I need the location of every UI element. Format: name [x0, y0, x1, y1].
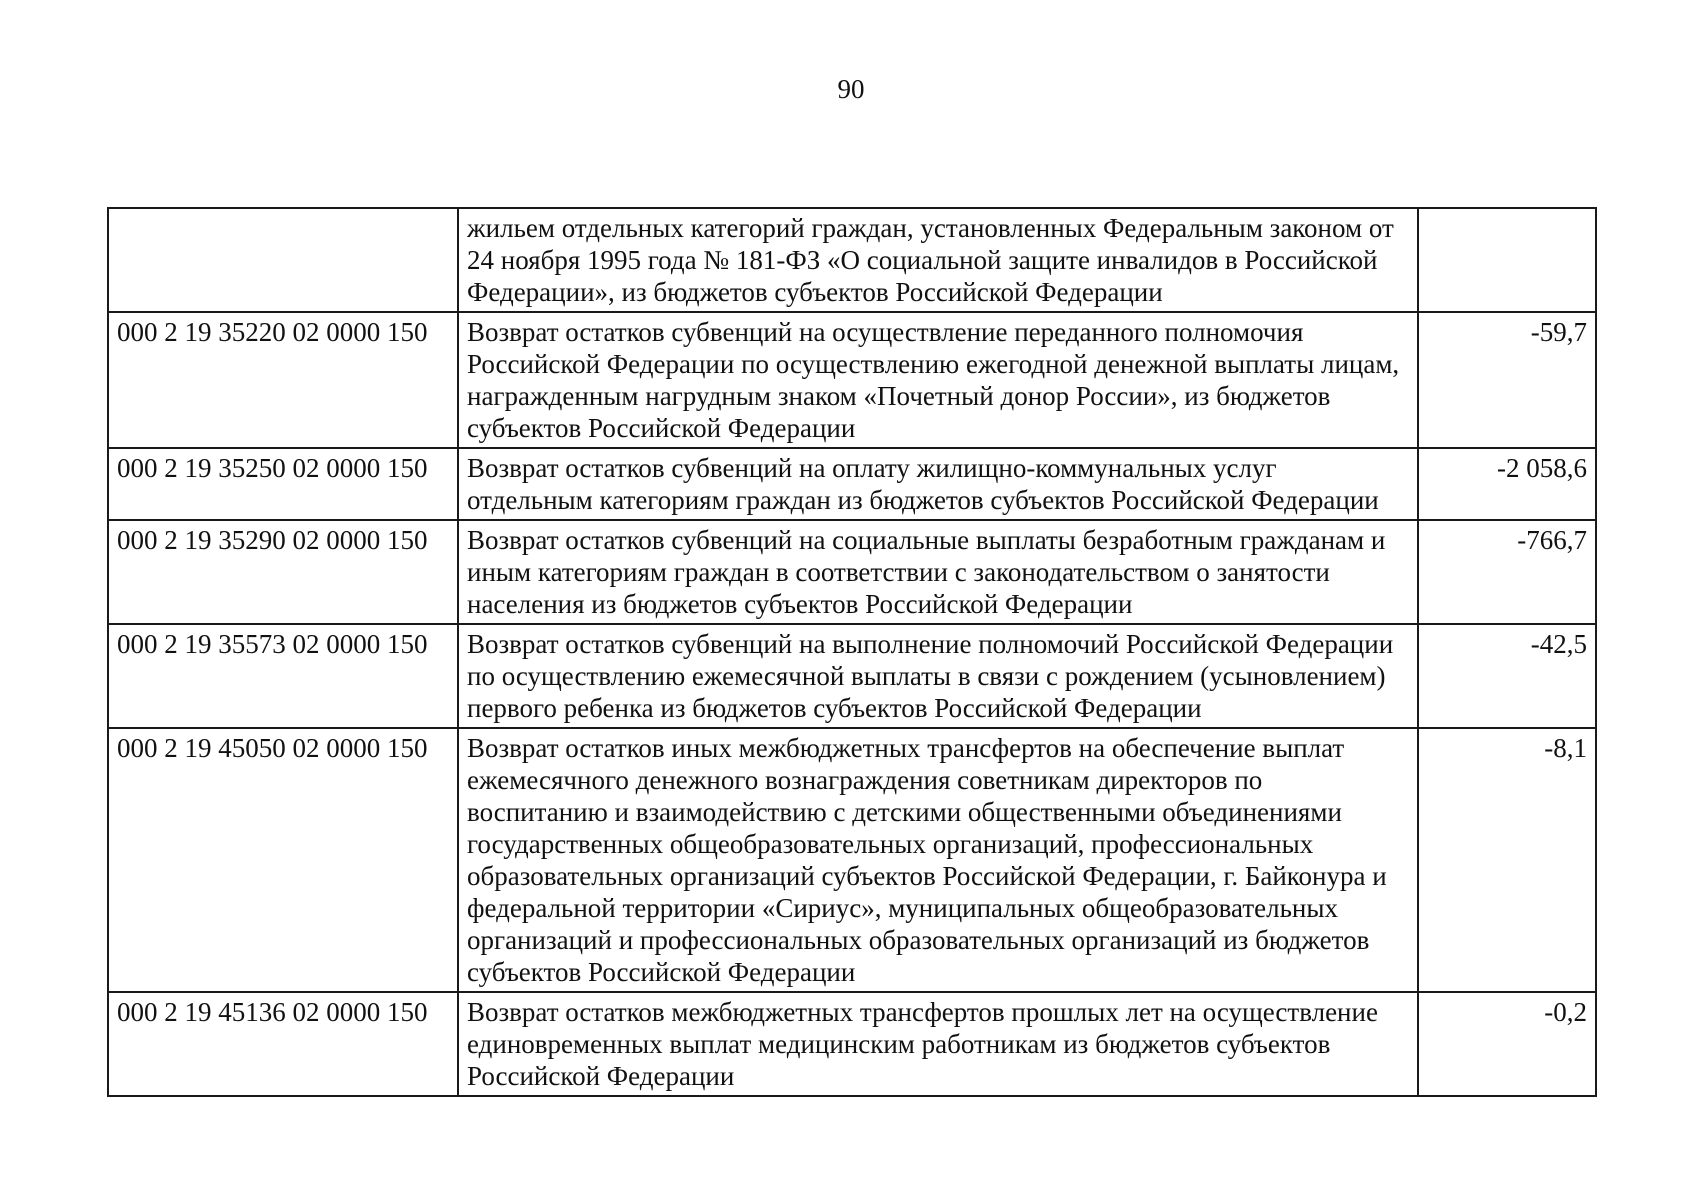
table-row [108, 208, 1596, 312]
table-row [108, 992, 1596, 1096]
budget-code-cell: 000 2 19 35220 02 0000 150 [108, 312, 458, 448]
amount-cell: -59,7 [1418, 312, 1596, 448]
table-row [108, 312, 1596, 448]
amount-cell: -42,5 [1418, 624, 1596, 728]
budget-code-cell: 000 2 19 35573 02 0000 150 [108, 624, 458, 728]
budget-table [107, 207, 1597, 1097]
description-cell: Возврат остатков субвенций на выполнение полномочий Российской Федерации по осуществлению ежемесячной выплаты в связи с рождением (усыновлением) первого ребенка из бюджетов субъектов Российской Федерации [458, 624, 1418, 728]
description-cell: Возврат остатков иных межбюджетных трансфертов на обеспечение выплат ежемесячного денежного вознаграждения советникам директоров по воспитанию и взаимодействию с детскими общественными объединениями государственных общеобразовательных организаций, профессиональных образовательных организаций субъектов Российской Федерации, г. Байконура и федеральной территории «Сириус», муниципальных общеобразовательных организаций и профессиональных образовательных организаций из бюджетов субъектов Российской Федерации [458, 728, 1418, 992]
budget-code-cell: 000 2 19 45050 02 0000 150 [108, 728, 458, 992]
description-cell: Возврат остатков межбюджетных трансфертов прошлых лет на осуществление единовременных выплат медицинским работникам из бюджетов субъектов Российской Федерации [458, 992, 1418, 1096]
budget-code-cell [108, 208, 458, 312]
amount-cell: -0,2 [1418, 992, 1596, 1096]
amount-cell: -8,1 [1418, 728, 1596, 992]
description-cell: Возврат остатков субвенций на оплату жилищно-коммунальных услуг отдельным категориям граждан из бюджетов субъектов Российской Федерации [458, 448, 1418, 520]
table-row [108, 520, 1596, 624]
description-cell: Возврат остатков субвенций на социальные выплаты безработным гражданам и иным категориям граждан в соответствии с законодательством о занятости населения из бюджетов субъектов Российской Федерации [458, 520, 1418, 624]
budget-code-cell: 000 2 19 35290 02 0000 150 [108, 520, 458, 624]
table-row [108, 448, 1596, 520]
page-number: 90 [837, 74, 865, 104]
description-cell: Возврат остатков субвенций на осуществление переданного полномочия Российской Федерации по осуществлению ежегодной денежной выплаты лицам, награжденным нагрудным знаком «Почетный донор России», из бюджетов субъектов Российской Федерации [458, 312, 1418, 448]
amount-cell: -766,7 [1418, 520, 1596, 624]
budget-code-cell: 000 2 19 35250 02 0000 150 [108, 448, 458, 520]
table-row [108, 728, 1596, 992]
table-row [108, 624, 1596, 728]
budget-code-cell: 000 2 19 45136 02 0000 150 [108, 992, 458, 1096]
amount-cell [1418, 208, 1596, 312]
amount-cell: -2 058,6 [1418, 448, 1596, 520]
description-cell: жильем отдельных категорий граждан, установленных Федеральным законом от 24 ноября 1995 года № 181-ФЗ «О социальной защите инвалидов в Российской Федерации», из бюджетов субъектов Российской Федерации [458, 208, 1418, 312]
